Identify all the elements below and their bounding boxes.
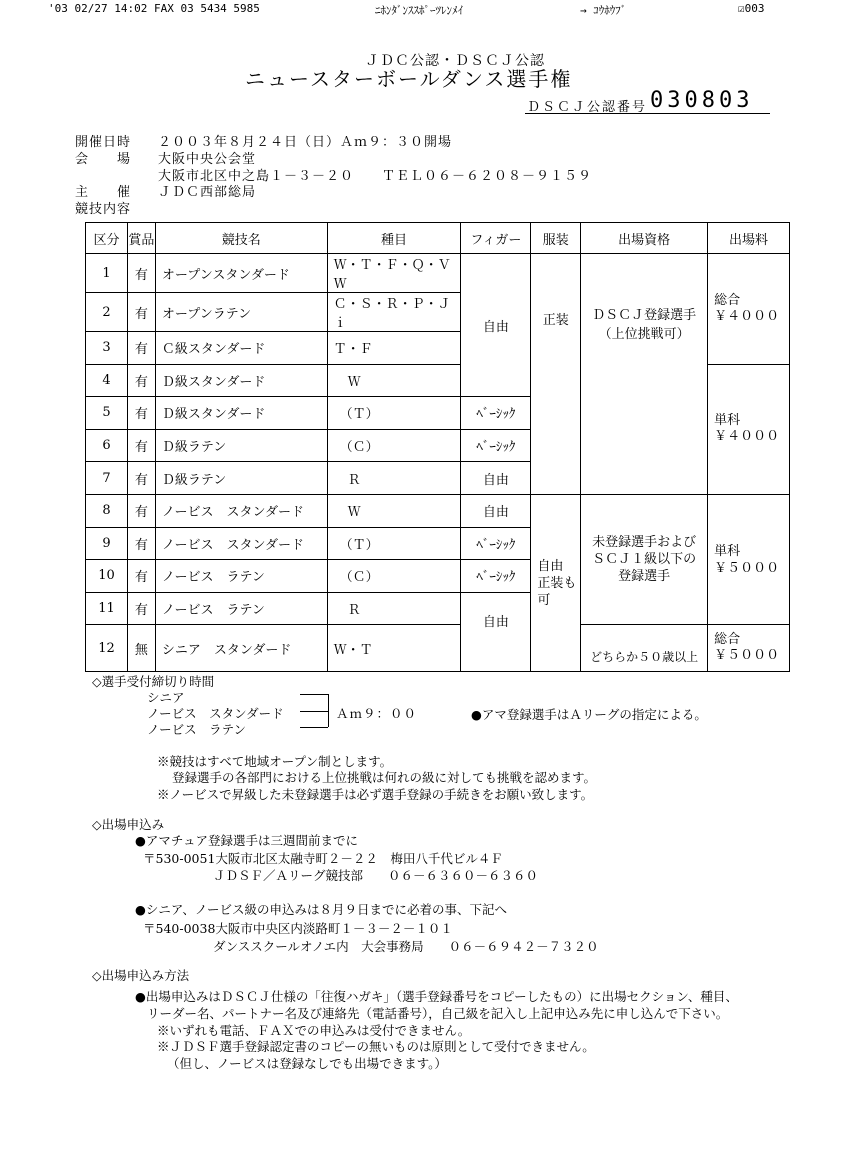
approval-number: 030803 [650,88,754,113]
cell-no: 6 [86,429,128,462]
fax-header-sender: ﾆﾎﾝﾀﾞﾝｽｽﾎﾟｰﾂﾚﾝﾒｲ [375,4,463,17]
cell-no: 8 [86,494,128,527]
cell-attire-free: 自由 正装も 可 [531,494,581,671]
bracket-bottom [300,727,328,728]
note-open-system: ※競技はすべて地域オープン制とします。 [157,754,393,769]
table-header-row [86,223,790,254]
cell-figure-free: 自由 [461,462,531,495]
cell-events: Ｃ・Ｓ・Ｒ・Ｐ・Ｊｉ [327,293,461,332]
cell-prize: 有 [127,397,155,430]
cell-qual-unregistered: 未登録選手および ＳＣＪ１級以下の 登録選手 [581,494,708,624]
cell-figure-basic: ﾍﾞｰｼｯｸ [461,429,531,462]
cell-no: 7 [86,462,128,495]
info-value-host: ＪＤＣ西部総局 [158,185,257,200]
cell-fee-single: 単科 ￥４０００ [708,364,790,494]
method-heading: ◇出場申込み方法 [92,968,190,983]
cell-name: Ｄ級スタンダード [155,364,327,397]
cell-name: シニア スタンダード [155,625,327,672]
th-events: 種目 [327,223,461,254]
cell-prize: 有 [127,494,155,527]
cell-name: ノービス スタンダード [155,527,327,560]
cell-events: （Ｔ） [327,527,461,560]
cell-no: 3 [86,332,128,365]
method-line-4: ※ＪＤＳＦ選手登録認定書のコピーの無いものは原則として受付できません。 [157,1039,595,1054]
bracket-middle [300,711,328,712]
fax-header-timestamp: '03 02/27 14:02 FAX 03 5434 5985 [48,2,260,15]
th-attire: 服装 [531,223,581,254]
method-line-5: （但し、ノービスは登録なしでも出場できます。） [167,1056,447,1071]
deadline-note: ●アマ登録選手はＡリーグの指定による。 [471,707,707,722]
th-qualification: 出場資格 [581,223,708,254]
apply-amateur: ●アマチュア登録選手は三週間前までに [135,833,359,848]
cell-figure-basic: ﾍﾞｰｼｯｸ [461,527,531,560]
cell-attire-formal: 正装 [531,254,581,495]
cell-events: Ｒ [327,592,461,625]
cell-fee-single-2: 単科 ￥５０００ [708,494,790,624]
cell-events: （Ｃ） [327,429,461,462]
note-upper-challenge: 登録選手の各部門における上位挑戦は何れの級に対しても挑戦を認めます。 [172,770,597,785]
cell-events: Ｗ [327,364,461,397]
cell-no: 5 [86,397,128,430]
deadline-item-novice-latin: ノービス ラテン [147,722,247,737]
apply-senior: ●シニア、ノービス級の申込みは８月９日までに必着の事、下記へ [135,902,508,917]
cell-name: オープンラテン [155,293,327,332]
apply-amateur-tel: ＪＤＳＦ／Ａリーグ競技部 ０６－６３６０－６３６０ [213,868,539,883]
cell-qual-dscj: ＤＳＣＪ登録選手 （上位挑戦可） [581,254,708,495]
cell-prize: 有 [127,429,155,462]
cell-name: Ｄ級ラテン [155,429,327,462]
cell-no: 11 [86,592,128,625]
approval-underline [525,113,770,114]
th-fee: 出場料 [708,223,790,254]
apply-senior-address: 〒540-0038大阪市中央区内淡路町１－３－２－１０１ [143,921,453,936]
cell-figure-basic: ﾍﾞｰｼｯｸ [461,560,531,593]
th-category: 区分 [86,223,128,254]
cell-prize: 有 [127,462,155,495]
th-prize: 賞品 [127,223,155,254]
cell-name: ノービス スタンダード [155,494,327,527]
cell-no: 2 [86,293,128,332]
cell-figure-free: 自由 [461,494,531,527]
cell-events: Ｗ・Ｔ [327,625,461,672]
cell-figure-free: 自由 [461,592,531,672]
cell-events: Ｗ・Ｔ・Ｆ・Ｑ・ＶＷ [327,254,461,293]
info-label-host: 主 催 [75,185,132,200]
method-line-3: ※いずれも電話、ＦＡＸでの申込みは受付できません。 [157,1023,471,1038]
apply-heading: ◇出場申込み [92,817,165,832]
info-value-venue: 大阪中央公会堂 [158,152,257,167]
cell-events: Ｗ [327,494,461,527]
info-value-date: ２００３年８月２４日（日）Ａｍ９：３０開場 [158,135,453,150]
cell-no: 1 [86,254,128,293]
info-value-address: 大阪市北区中之島１－３－２０ ＴＥＬ０６－６２０８－９１５９ [158,169,593,184]
bracket-vertical [328,694,329,727]
cell-name: Ｄ級スタンダード [155,397,327,430]
table-row [86,625,790,672]
cell-no: 9 [86,527,128,560]
cell-events: （Ｃ） [327,560,461,593]
deadline-heading: ◇選手受付締切り時間 [92,674,215,689]
approval-label: ＤＳＣＪ公認番号 [527,100,648,115]
fax-header-page: ☑003 [738,2,765,15]
cell-prize: 有 [127,293,155,332]
cell-prize: 有 [127,332,155,365]
cell-no: 12 [86,625,128,672]
table-row [86,494,790,527]
deadline-item-novice-std: ノービス スタンダード [147,706,284,721]
cell-qual-age: どちらか５０歳以上 [581,625,708,672]
cell-name: ノービス ラテン [155,560,327,593]
method-line-1: ●出場申込みはＤＳＣＪ仕様の「往復ハガキ」（選手登録番号をコピーしたもの）に出場セクション、種目、 [135,989,738,1004]
th-name: 競技名 [155,223,327,254]
cell-name: オープンスタンダード [155,254,327,293]
deadline-time: Ａｍ９：００ [336,706,418,721]
cell-events: Ｔ・Ｆ [327,332,461,365]
cell-figure-basic: ﾍﾞｰｼｯｸ [461,397,531,430]
cell-prize: 有 [127,592,155,625]
cell-name: ノービス ラテン [155,592,327,625]
cell-name: Ｄ級ラテン [155,462,327,495]
info-label-date: 開催日時 [75,135,132,150]
competition-table [85,222,790,672]
info-label-contents: 競技内容 [75,202,132,217]
title-line2: ニュースターボールダンス選手権 [245,67,573,91]
cell-figure-free: 自由 [461,254,531,397]
bracket-top [300,694,328,695]
info-label-venue: 会 場 [75,152,132,167]
cell-no: 4 [86,364,128,397]
cell-no: 10 [86,560,128,593]
cell-name: Ｃ級スタンダード [155,332,327,365]
title-line1: ＪＤＣ公認・ＤＳＣＪ公認 [365,53,545,69]
cell-prize: 有 [127,254,155,293]
cell-prize: 無 [127,625,155,672]
deadline-item-senior: シニア [147,690,185,705]
cell-events: （Ｔ） [327,397,461,430]
cell-prize: 有 [127,560,155,593]
method-line-2: リーダー名、パートナー名及び連絡先（電話番号），自己級を記入し上記申込み先に申し込んで下さい。 [147,1006,729,1021]
cell-events: Ｒ [327,462,461,495]
cell-fee-total: 総合 ￥４０００ [708,254,790,365]
table-row [86,254,790,293]
th-figure: フィガー [461,223,531,254]
cell-prize: 有 [127,527,155,560]
fax-header-recipient: → ｺｳﾎｳﾌﾞ [580,4,627,17]
note-novice-registration: ※ノービスで昇級した未登録選手は必ず選手登録の手続きをお願い致します。 [157,787,594,802]
apply-amateur-address: 〒530-0051大阪市北区太融寺町２－２２ 梅田八千代ビル４Ｆ [143,851,503,866]
cell-prize: 有 [127,364,155,397]
cell-fee-total-2: 総合 ￥５０００ [708,625,790,672]
apply-senior-tel: ダンススクールオノエ内 大会事務局 ０６－６９４２－７３２０ [213,939,599,954]
